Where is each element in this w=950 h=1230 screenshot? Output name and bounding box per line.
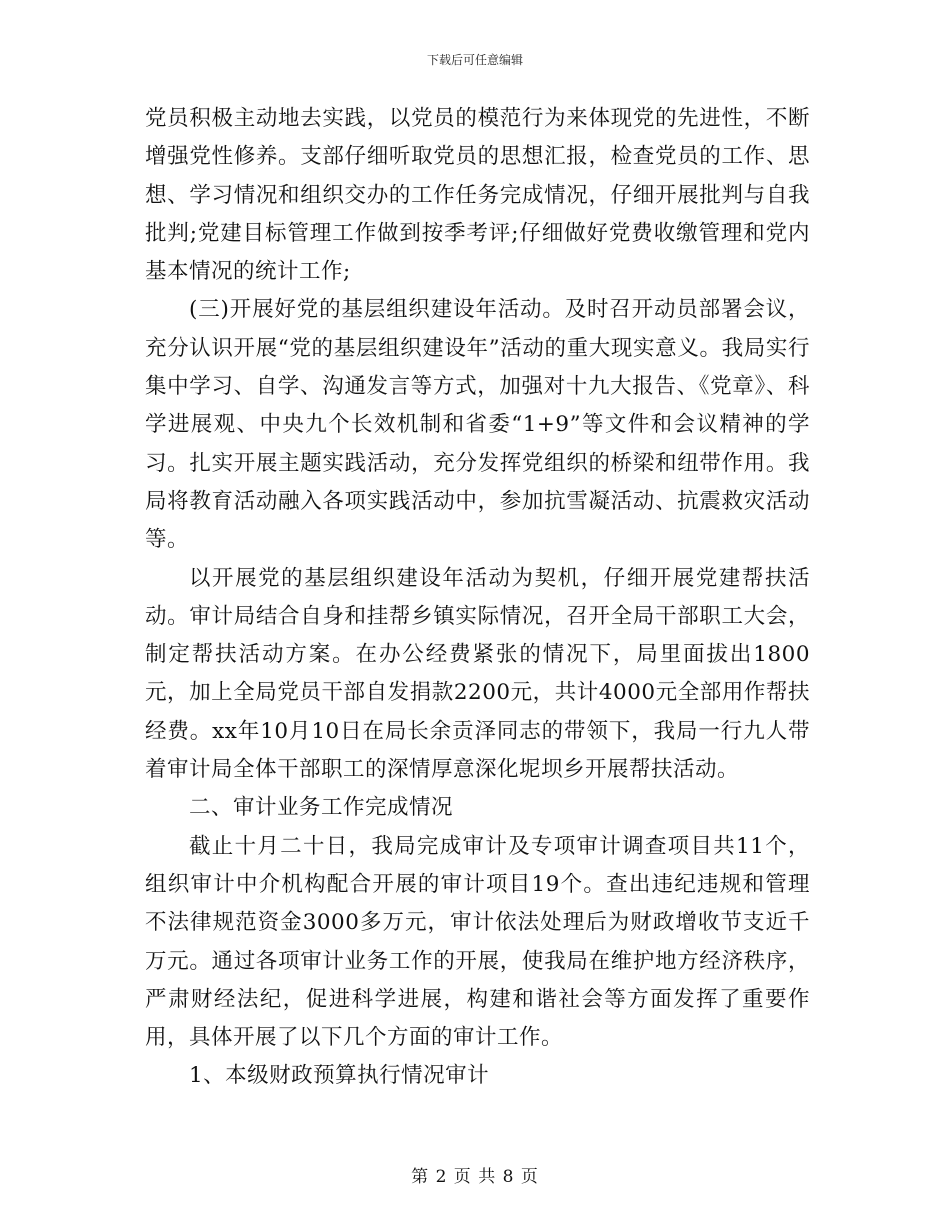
subsection-heading-budget-audit: 1、本级财政预算执行情况审计 xyxy=(189,1063,490,1089)
paragraph-audit-summary: 截止十月二十日，我局完成审计及专项审计调查项目共11个，组织审计中介机构配合开展的审计项目19个。查出违纪违规和管理不法律规范资金3000多万元，审计依法处理后为财政增收节支近千万元。通过各项审计业务工作的开展，使我局在维护地方经济秩序，严肃财经法纪，促进科学进展，构建和谐社会等方面发挥了重要作用，具体开展了以下几个方面的审计工作。 xyxy=(145,833,810,1051)
section-heading-audit-work: 二、审计业务工作完成情况 xyxy=(189,795,454,821)
page-header-note: 下载后可任意编辑 xyxy=(426,53,523,67)
paragraph-assistance-activity: 以开展党的基层组织建设年活动为契机，仔细开展党建帮扶活动。审计局结合自身和挂帮乡镇实际情况，召开全局干部职工大会，制定帮扶活动方案。在办公经费紧张的情况下，局里面拔出1800元，加上全局党员干部自发捐款2200元，共计4000元全部用作帮扶经费。xx年10月10日在局长余贡泽同志的带领下，我局一行九人带着审计局全体干部职工的深情厚意深化坭坝乡开展帮扶活动。 xyxy=(145,565,810,783)
paragraph-party-practice: 党员积极主动地去实践，以党员的模范行为来体现党的先进性，不断增强党性修养。支部仔细听取党员的思想汇报，检查党员的工作、思想、学习情况和组织交办的工作任务完成情况，仔细开展批判与自我批判;党建目标管理工作做到按季考评;仔细做好党费收缴管理和党内基本情况的统计工作; xyxy=(145,106,810,285)
page-number: 第 2 页 共 8 页 xyxy=(411,1167,539,1187)
paragraph-grassroots-activity: (三)开展好党的基层组织建设年活动。及时召开动员部署会议，充分认识开展“党的基层组织建设年”活动的重大现实意义。我局实行集中学习、自学、沟通发言等方式，加强对十九大报告、《党章》、科学进展观、中央九个长效机制和省委“1+9”等文件和会议精神的学习。扎实开展主题实践活动，充分发挥党组织的桥梁和纽带作用。我局将教育活动融入各项实践活动中，参加抗雪凝活动、抗震救灾活动等。 xyxy=(145,297,810,553)
document-body xyxy=(145,100,810,1096)
